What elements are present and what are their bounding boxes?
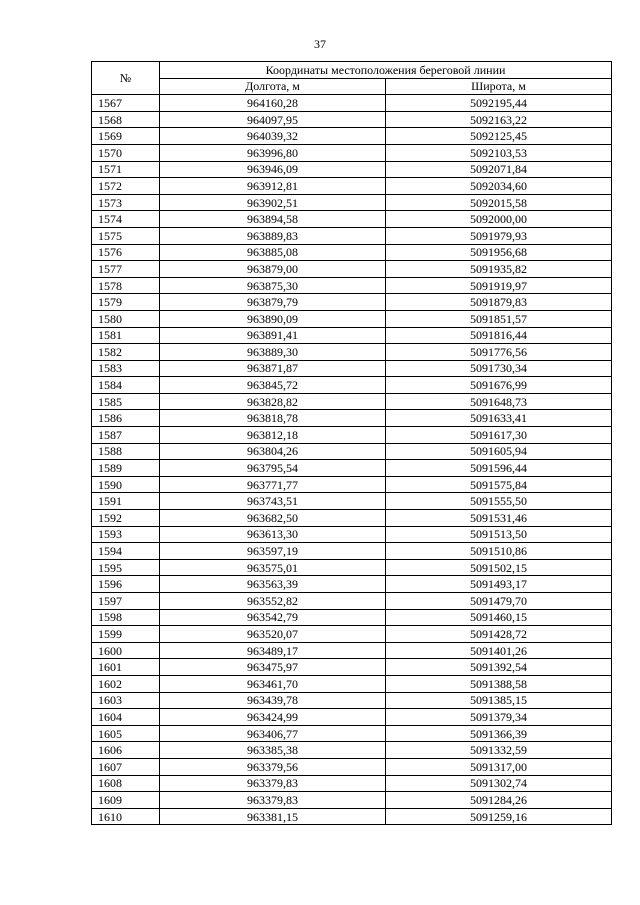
latitude-cell: 5091332,59 (386, 742, 612, 759)
table-row (92, 526, 612, 543)
longitude-cell: 963597,19 (160, 543, 386, 560)
row-number-cell: 1581 (92, 327, 160, 344)
table-row (92, 725, 612, 742)
table-row (92, 493, 612, 510)
row-number-cell: 1606 (92, 742, 160, 759)
table-row (92, 410, 612, 427)
row-number-cell: 1597 (92, 593, 160, 610)
latitude-cell: 5091388,58 (386, 675, 612, 692)
latitude-cell: 5092195,44 (386, 95, 612, 112)
table-row (92, 758, 612, 775)
table-row (92, 675, 612, 692)
longitude-cell: 963379,56 (160, 758, 386, 775)
row-number-cell: 1571 (92, 161, 160, 178)
longitude-cell: 963489,17 (160, 642, 386, 659)
row-number-cell: 1586 (92, 410, 160, 427)
latitude-cell: 5091284,26 (386, 792, 612, 809)
longitude-cell: 963406,77 (160, 725, 386, 742)
longitude-cell: 963771,77 (160, 476, 386, 493)
row-number-cell: 1567 (92, 95, 160, 112)
row-number-cell: 1610 (92, 808, 160, 825)
table-row (92, 144, 612, 161)
table-row (92, 294, 612, 311)
page-number: 37 (314, 37, 326, 51)
table-row (92, 709, 612, 726)
row-number-cell: 1599 (92, 626, 160, 643)
row-number-cell: 1607 (92, 758, 160, 775)
latitude-cell: 5091617,30 (386, 427, 612, 444)
row-number-cell: 1582 (92, 344, 160, 361)
row-number-cell: 1588 (92, 443, 160, 460)
row-number-cell: 1577 (92, 261, 160, 278)
number-column-header: № (92, 62, 160, 95)
row-number-cell: 1592 (92, 510, 160, 527)
row-number-cell: 1602 (92, 675, 160, 692)
table-body (92, 95, 612, 825)
latitude-cell: 5091460,15 (386, 609, 612, 626)
latitude-cell: 5091379,34 (386, 709, 612, 726)
table-row (92, 211, 612, 228)
latitude-cell: 5091956,68 (386, 244, 612, 261)
latitude-cell: 5091676,99 (386, 377, 612, 394)
longitude-cell: 963520,07 (160, 626, 386, 643)
longitude-cell: 963894,58 (160, 211, 386, 228)
latitude-cell: 5091259,16 (386, 808, 612, 825)
latitude-cell: 5092103,53 (386, 144, 612, 161)
table-row (92, 427, 612, 444)
row-number-cell: 1600 (92, 642, 160, 659)
longitude-cell: 963996,80 (160, 144, 386, 161)
latitude-column-header: Широта, м (386, 78, 612, 95)
longitude-cell: 963889,83 (160, 227, 386, 244)
table-row (92, 128, 612, 145)
row-number-cell: 1584 (92, 377, 160, 394)
row-number-cell: 1608 (92, 775, 160, 792)
longitude-cell: 963946,09 (160, 161, 386, 178)
longitude-cell: 963912,81 (160, 178, 386, 195)
table-row (92, 194, 612, 211)
row-number-cell: 1589 (92, 460, 160, 477)
latitude-cell: 5091502,15 (386, 559, 612, 576)
longitude-cell: 963381,15 (160, 808, 386, 825)
row-number-cell: 1573 (92, 194, 160, 211)
longitude-cell: 963889,30 (160, 344, 386, 361)
table-row (92, 327, 612, 344)
longitude-column-header: Долгота, м (160, 78, 386, 95)
latitude-cell: 5091317,00 (386, 758, 612, 775)
row-number-cell: 1601 (92, 659, 160, 676)
longitude-cell: 963682,50 (160, 510, 386, 527)
latitude-cell: 5091979,93 (386, 227, 612, 244)
table-row (92, 543, 612, 560)
table-row (92, 244, 612, 261)
row-number-cell: 1572 (92, 178, 160, 195)
table-row (92, 344, 612, 361)
table-row (92, 95, 612, 112)
row-number-cell: 1587 (92, 427, 160, 444)
row-number-cell: 1574 (92, 211, 160, 228)
table-row (92, 360, 612, 377)
longitude-cell: 963542,79 (160, 609, 386, 626)
latitude-cell: 5091879,83 (386, 294, 612, 311)
longitude-cell: 964039,32 (160, 128, 386, 145)
table-row (92, 609, 612, 626)
latitude-cell: 5091596,44 (386, 460, 612, 477)
latitude-cell: 5091633,41 (386, 410, 612, 427)
latitude-cell: 5092015,58 (386, 194, 612, 211)
row-number-cell: 1580 (92, 310, 160, 327)
table-row (92, 510, 612, 527)
longitude-cell: 963828,82 (160, 393, 386, 410)
table-row (92, 476, 612, 493)
table-row (92, 775, 612, 792)
table-row (92, 642, 612, 659)
latitude-cell: 5091935,82 (386, 261, 612, 278)
longitude-cell: 963379,83 (160, 792, 386, 809)
coordinates-group-header: Координаты местоположения береговой линии (160, 62, 612, 79)
latitude-cell: 5091479,70 (386, 593, 612, 610)
row-number-cell: 1569 (92, 128, 160, 145)
latitude-cell: 5091302,74 (386, 775, 612, 792)
table-row (92, 227, 612, 244)
table-row (92, 576, 612, 593)
latitude-cell: 5091851,57 (386, 310, 612, 327)
table-row (92, 178, 612, 195)
table-row (92, 692, 612, 709)
longitude-cell: 963879,00 (160, 261, 386, 278)
header-row-group (92, 62, 612, 79)
latitude-cell: 5091919,97 (386, 277, 612, 294)
longitude-cell: 963795,54 (160, 460, 386, 477)
longitude-cell: 963439,78 (160, 692, 386, 709)
latitude-cell: 5091776,56 (386, 344, 612, 361)
table-row (92, 393, 612, 410)
latitude-cell: 5091401,26 (386, 642, 612, 659)
table-header (92, 62, 612, 95)
table-row (92, 593, 612, 610)
latitude-cell: 5092034,60 (386, 178, 612, 195)
longitude-cell: 963804,26 (160, 443, 386, 460)
latitude-cell: 5091730,34 (386, 360, 612, 377)
row-number-cell: 1591 (92, 493, 160, 510)
latitude-cell: 5091816,44 (386, 327, 612, 344)
latitude-cell: 5092163,22 (386, 111, 612, 128)
row-number-cell: 1594 (92, 543, 160, 560)
row-number-cell: 1609 (92, 792, 160, 809)
table-row (92, 111, 612, 128)
latitude-cell: 5092125,45 (386, 128, 612, 145)
table-row (92, 261, 612, 278)
longitude-cell: 963845,72 (160, 377, 386, 394)
longitude-cell: 963879,79 (160, 294, 386, 311)
longitude-cell: 963475,97 (160, 659, 386, 676)
latitude-cell: 5091428,72 (386, 626, 612, 643)
table-row (92, 161, 612, 178)
table-row (92, 443, 612, 460)
table-row (92, 626, 612, 643)
latitude-cell: 5091648,73 (386, 393, 612, 410)
latitude-cell: 5091366,39 (386, 725, 612, 742)
table-row (92, 277, 612, 294)
table-row (92, 742, 612, 759)
row-number-cell: 1578 (92, 277, 160, 294)
latitude-cell: 5091513,50 (386, 526, 612, 543)
longitude-cell: 963613,30 (160, 526, 386, 543)
latitude-cell: 5091510,86 (386, 543, 612, 560)
row-number-cell: 1595 (92, 559, 160, 576)
longitude-cell: 963818,78 (160, 410, 386, 427)
longitude-cell: 963875,30 (160, 277, 386, 294)
longitude-cell: 964160,28 (160, 95, 386, 112)
longitude-cell: 963563,39 (160, 576, 386, 593)
longitude-cell: 963902,51 (160, 194, 386, 211)
row-number-cell: 1579 (92, 294, 160, 311)
latitude-cell: 5091392,54 (386, 659, 612, 676)
longitude-cell: 963890,09 (160, 310, 386, 327)
row-number-cell: 1576 (92, 244, 160, 261)
row-number-cell: 1604 (92, 709, 160, 726)
table-row (92, 310, 612, 327)
longitude-cell: 963812,18 (160, 427, 386, 444)
header-row-sub (92, 78, 612, 95)
table-row (92, 808, 612, 825)
table-row (92, 377, 612, 394)
coordinates-table (91, 61, 612, 825)
latitude-cell: 5091493,17 (386, 576, 612, 593)
row-number-cell: 1585 (92, 393, 160, 410)
table-row (92, 460, 612, 477)
latitude-cell: 5091575,84 (386, 476, 612, 493)
longitude-cell: 963424,99 (160, 709, 386, 726)
row-number-cell: 1603 (92, 692, 160, 709)
row-number-cell: 1593 (92, 526, 160, 543)
longitude-cell: 963891,41 (160, 327, 386, 344)
table-row (92, 559, 612, 576)
longitude-cell: 963385,38 (160, 742, 386, 759)
row-number-cell: 1590 (92, 476, 160, 493)
latitude-cell: 5091385,15 (386, 692, 612, 709)
latitude-cell: 5092000,00 (386, 211, 612, 228)
longitude-cell: 963552,82 (160, 593, 386, 610)
latitude-cell: 5091555,50 (386, 493, 612, 510)
row-number-cell: 1598 (92, 609, 160, 626)
longitude-cell: 963885,08 (160, 244, 386, 261)
row-number-cell: 1570 (92, 144, 160, 161)
longitude-cell: 963871,87 (160, 360, 386, 377)
longitude-cell: 963575,01 (160, 559, 386, 576)
row-number-cell: 1596 (92, 576, 160, 593)
longitude-cell: 963379,83 (160, 775, 386, 792)
longitude-cell: 964097,95 (160, 111, 386, 128)
row-number-cell: 1568 (92, 111, 160, 128)
latitude-cell: 5091531,46 (386, 510, 612, 527)
table-row (92, 792, 612, 809)
latitude-cell: 5092071,84 (386, 161, 612, 178)
row-number-cell: 1583 (92, 360, 160, 377)
longitude-cell: 963461,70 (160, 675, 386, 692)
latitude-cell: 5091605,94 (386, 443, 612, 460)
row-number-cell: 1605 (92, 725, 160, 742)
longitude-cell: 963743,51 (160, 493, 386, 510)
row-number-cell: 1575 (92, 227, 160, 244)
table-row (92, 659, 612, 676)
